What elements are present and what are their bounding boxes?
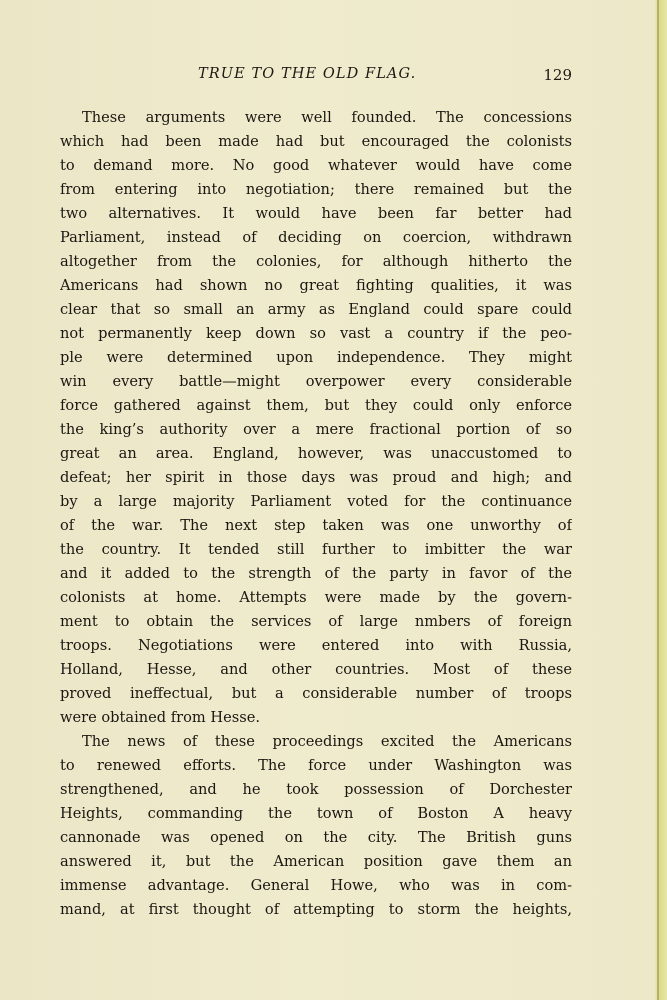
text-line: troops. Negotiations were entered into with Russia, bbox=[60, 637, 572, 654]
body-text bbox=[60, 106, 572, 926]
text-line: proved ineffectual, but a considerable number of troops bbox=[60, 685, 572, 702]
text-line: two alternatives. It would have been far better had bbox=[60, 205, 572, 222]
running-header bbox=[60, 66, 572, 90]
text-line: from entering into negotiation; there remained but the bbox=[60, 181, 572, 198]
text-line: great an area. England, however, was unaccustomed to bbox=[60, 445, 572, 462]
text-line: and it added to the strength of the party in favor of the bbox=[60, 565, 572, 582]
text-line: by a large majority Parliament voted for the continuance bbox=[60, 493, 572, 510]
text-line: force gathered against them, but they could only enforce bbox=[60, 397, 572, 414]
text-line: were obtained from Hesse. bbox=[60, 709, 261, 726]
text-line: Holland, Hesse, and other countries. Most of these bbox=[60, 661, 572, 678]
text-line: win every battle—might overpower every considerable bbox=[60, 373, 572, 390]
text-line: altogether from the colonies, for although hitherto the bbox=[60, 253, 572, 270]
text-line: ment to obtain the services of large nmbers of foreign bbox=[60, 613, 572, 630]
text-line: the country. It tended still further to imbitter the war bbox=[60, 541, 572, 558]
text-line: defeat; her spirit in those days was proud and high; and bbox=[60, 469, 572, 486]
text-line: Parliament, instead of deciding on coercion, withdrawn bbox=[60, 229, 572, 246]
text-line: The news of these proceedings excited the Americans bbox=[82, 733, 572, 750]
text-line: clear that so small an army as England could spare could bbox=[60, 301, 572, 318]
text-line: immense advantage. General Howe, who was in com- bbox=[60, 877, 572, 894]
text-line: not permanently keep down so vast a country if the peo- bbox=[60, 325, 572, 342]
text-line: which had been made had but encouraged the colonists bbox=[60, 133, 572, 150]
text-line: the king’s authority over a mere fractional portion of so bbox=[60, 421, 572, 438]
text-line: answered it, but the American position gave them an bbox=[60, 853, 572, 870]
text-line: ple were determined upon independence. They might bbox=[60, 349, 572, 366]
text-line: of the war. The next step taken was one unworthy of bbox=[60, 517, 572, 534]
text-line: to renewed efforts. The force under Washington was bbox=[60, 757, 572, 774]
text-line: to demand more. No good whatever would have come bbox=[60, 157, 572, 174]
text-line: mand, at first thought of attempting to storm the heights, bbox=[60, 901, 572, 918]
text-line: These arguments were well founded. The concessions bbox=[82, 109, 572, 126]
text-line: strengthened, and he took possession of Dorchester bbox=[60, 781, 572, 798]
page-number: 129 bbox=[543, 66, 572, 84]
page-edge bbox=[655, 0, 667, 1000]
running-title: TRUE TO THE OLD FLAG. bbox=[198, 66, 417, 82]
text-line: Heights, commanding the town of Boston A heavy bbox=[60, 805, 572, 822]
text-line: Americans had shown no great fighting qualities, it was bbox=[60, 277, 572, 294]
text-line: colonists at home. Attempts were made by the govern- bbox=[60, 589, 572, 606]
text-line: cannonade was opened on the city. The British guns bbox=[60, 829, 572, 846]
